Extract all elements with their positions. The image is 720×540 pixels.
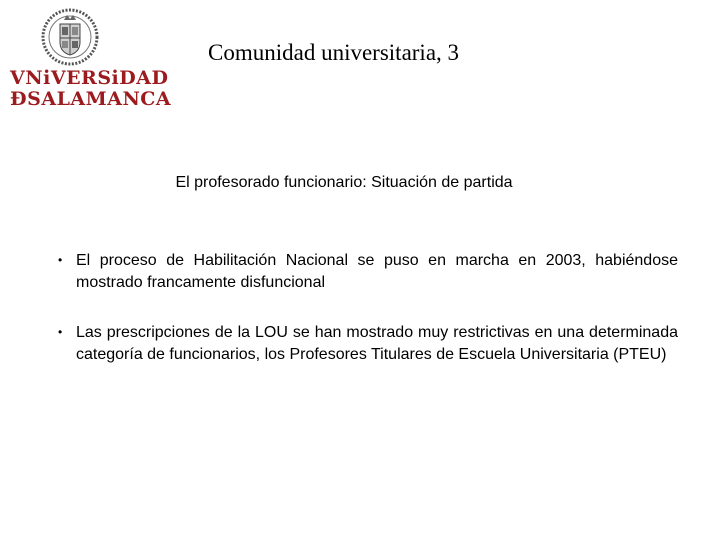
bullet-list xyxy=(50,250,678,394)
bullet-icon: • xyxy=(58,325,63,339)
logo-line-2: ÐSALAMANCA xyxy=(10,88,172,110)
bullet-text: El proceso de Habilitación Nacional se puso en marcha en 2003, habiéndose mostrado francamente disfuncional xyxy=(76,252,678,291)
list-item xyxy=(50,250,678,293)
university-seal-icon xyxy=(40,8,100,66)
slide-title: Comunidad universitaria, 3 xyxy=(208,40,460,65)
list-item xyxy=(50,322,678,365)
logo-line-1: VNiVERSiDAD xyxy=(10,67,169,89)
section-subtitle: El profesorado funcionario: Situación de partida xyxy=(175,174,513,191)
bullet-text: Las prescripciones de la LOU se han mostrado muy restrictivas en una determinada categoría de funcionarios, los Profesores Titulares de Escuela Universitaria (PTEU) xyxy=(76,324,678,363)
university-logo xyxy=(10,67,172,110)
bullet-icon: • xyxy=(58,253,63,267)
